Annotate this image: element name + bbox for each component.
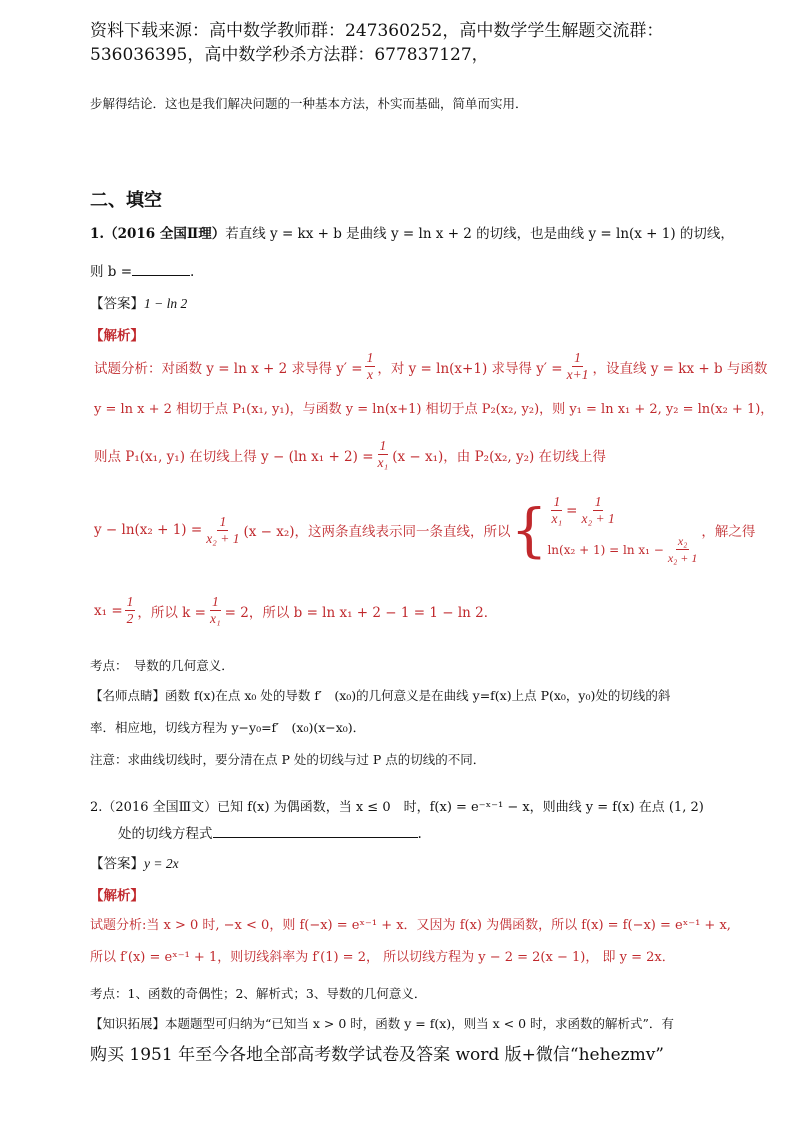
q1-analysis-line-4 — [94, 494, 755, 566]
frac-den: x₂ + 1 — [667, 551, 698, 565]
frac-sys-left — [549, 494, 564, 527]
frac-a5-2 — [208, 594, 223, 627]
q2-analysis-label: 【解析】 — [90, 888, 144, 904]
frac-den: 2 — [126, 611, 134, 626]
answer-label: 【答案】 — [90, 296, 144, 312]
answer-value: 1 − ln 2 — [144, 296, 188, 311]
frac-den: x₂ + 1 — [581, 511, 615, 526]
header-line-1: 资料下载来源：高中数学教师群：247360252，高中数学学生解题交流群： — [90, 21, 664, 41]
q1-text: 若直线 y = kx + b 是曲线 y = ln x + 2 的切线，也是曲线 y = ln(x + 1) 的切线， — [225, 226, 734, 242]
equals-sign: = — [566, 502, 578, 519]
frac-den: x₁ — [377, 455, 389, 470]
frac-num: 1 — [211, 594, 219, 609]
answer-label: 【答案】 — [90, 856, 144, 872]
frac-num: x₂ — [677, 534, 688, 548]
system-eq-2 — [547, 533, 701, 566]
q1-line — [90, 222, 734, 242]
a3a-text: 则点 P₁(x₁, y₁) 在切线上得 y − (ln x₁ + 2) = — [94, 448, 374, 465]
equation-system — [547, 494, 701, 566]
system-brace: { — [510, 496, 548, 564]
a5c-text: = 2，所以 b = ln x₁ + 2 − 1 = 1 − ln 2． — [224, 604, 498, 621]
frac-a1b — [565, 350, 591, 383]
q2-line-2: 处的切线方程式 . — [118, 822, 422, 842]
q2-tuozhan: 【知识拓展】本题题型可归纳为“已知当 x > 0 时，函数 y = f(x)，则当 x < 0 时，求函数的解析式”．有 — [90, 1016, 674, 1031]
frac-den: x₁ — [209, 611, 221, 626]
frac-den: x — [366, 367, 373, 382]
q1-note: 注意：求曲线切线时，要分清在点 P 处的切线与过 P 点的切线的不同． — [90, 752, 486, 767]
frac-den: x+1 — [566, 367, 589, 382]
frac-a3 — [376, 438, 391, 471]
a4c-text: ，解之得 — [701, 524, 756, 540]
frac-a4 — [204, 514, 241, 547]
section-title: 二、填空 — [90, 190, 162, 211]
frac-den: x₁ — [551, 511, 563, 526]
a5b-text: ，所以 k = — [137, 604, 206, 621]
a4b-text: (x − x₂)，这两条直线表示同一条直线，所以 — [243, 524, 511, 540]
q1-answer — [90, 292, 187, 312]
q2-kaodian: 考点：1、函数的奇偶性；2、解析式；3、导数的几何意义． — [90, 986, 427, 1001]
frac-num: 1 — [366, 350, 374, 365]
q1-analysis-line-1 — [94, 350, 767, 383]
q2-line-1: 2.（2016 全国Ⅲ文）已知 f(x) 为偶函数，当 x ≤ 0 时，f(x) = e⁻ˣ⁻¹ − x，则曲线 y = f(x) 在点 (1, 2) — [90, 800, 704, 815]
q1-tag: 1.（2016 全国Ⅱ理） — [90, 226, 226, 242]
answer-blank — [213, 823, 418, 838]
q2-line-2-text: 处的切线方程式 — [118, 826, 213, 842]
a1-text: 试题分析：对函数 y = ln x + 2 求导得 y′ = — [94, 360, 363, 377]
q1-analysis-label: 【解析】 — [90, 328, 144, 344]
frac-num: 1 — [574, 350, 581, 365]
q2-answer — [90, 852, 179, 872]
sys2-left: ln(x₂ + 1) = ln x₁ − — [547, 542, 664, 557]
answer-value: y = 2x — [144, 856, 179, 871]
frac-num: 1 — [553, 494, 561, 509]
frac-num: 1 — [379, 438, 387, 453]
q1-kaodian: 考点： 导数的几何意义． — [90, 658, 234, 673]
a1b-text: ，对 y = ln(x+1) 求导得 y′ = — [377, 360, 563, 377]
intro-line: 步解得结论．这也是我们解决问题的一种基本方法，朴实而基础，简单而实用． — [90, 96, 528, 111]
q1-analysis-line-2: y = ln x + 2 相切于点 P₁(x₁, y₁)，与函数 y = ln(x+1) 相切于点 P₂(x₂, y₂)，则 y₁ = ln x₁ + 2, y₂ = ln(x₂ + 1)， — [94, 402, 774, 417]
q1-analysis-line-3 — [94, 438, 606, 471]
q1-analysis-line-5 — [94, 594, 497, 627]
a1c-text: ，设直线 y = kx + b 与函数 — [592, 360, 768, 377]
frac-num: 1 — [219, 513, 227, 529]
q2-analysis-line-1: 试题分析:当 x > 0 时, −x < 0，则 f(−x) = eˣ⁻¹ + x．又因为 f(x) 为偶函数，所以 f(x) = f(−x) = eˣ⁻¹ + x, — [90, 918, 731, 933]
q2-analysis-line-2: 所以 f′(x) = eˣ⁻¹ + 1，则切线斜率为 f′(1) = 2， 所以切线方程为 y − 2 = 2(x − 1)， 即 y = 2x． — [90, 950, 675, 965]
system-eq-1 — [547, 494, 701, 527]
frac-sys-right — [579, 494, 616, 527]
a3b-text: (x − x₁)，由 P₂(x₂, y₂) 在切线上得 — [392, 448, 607, 465]
frac-a5-1 — [125, 594, 136, 627]
frac-num: 1 — [594, 494, 602, 509]
header-line-2: 536036395，高中数学秒杀方法群：677837127， — [90, 45, 489, 65]
frac-num: 1 — [126, 594, 134, 609]
frac-sys2 — [666, 533, 700, 566]
q1-dianjing-1: 【名师点睛】函数 f(x)在点 x₀ 处的导数 f′ (x₀)的几何意义是在曲线 y=f(x)上点 P(x₀，y₀)处的切线的斜 — [90, 688, 671, 703]
q1-dianjing-2: 率．相应地，切线方程为 y−y₀=f′ (x₀)(x−x₀)． — [90, 720, 366, 735]
q1-then-text: 则 b = — [90, 264, 133, 280]
a4a-text: y − ln(x₂ + 1) = — [94, 522, 203, 538]
a5a-text: x₁ = — [94, 602, 123, 619]
answer-blank — [132, 261, 190, 276]
frac-a1 — [365, 350, 376, 383]
frac-den: x₂ + 1 — [206, 530, 240, 546]
q1-then: 则 b = . — [90, 260, 194, 280]
footer-line: 购买 1951 年至今各地全部高考数学试卷及答案 word 版+微信“hehezmv” — [90, 1045, 664, 1065]
